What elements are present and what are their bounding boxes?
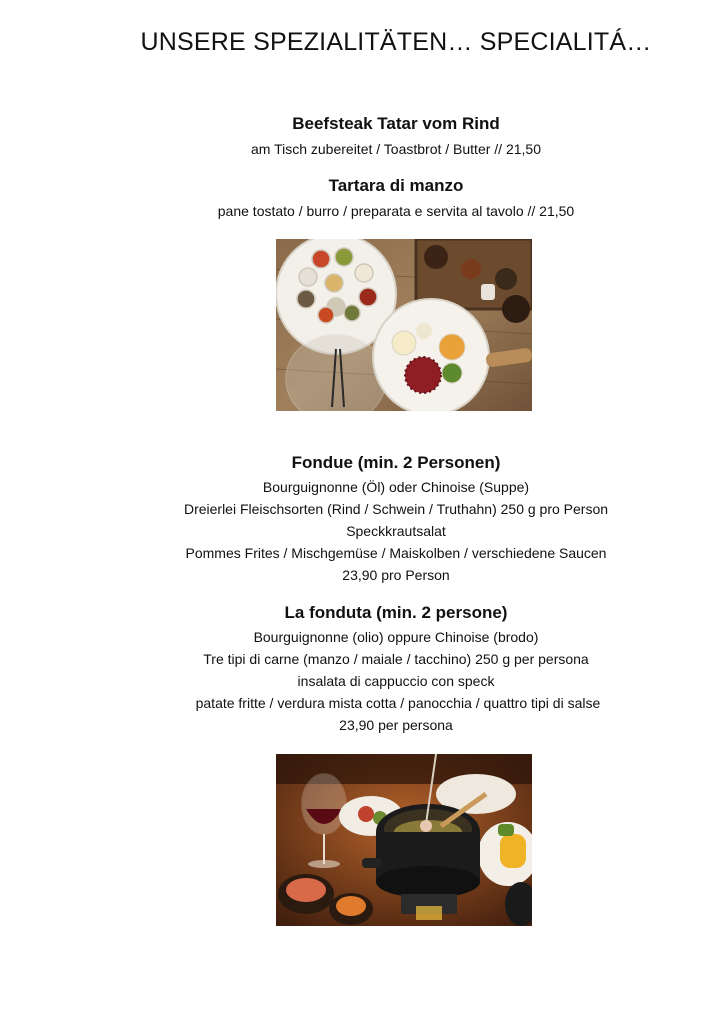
dish-line: Tre tipi di carne (manzo / maiale / tacchino) 250 g per persona [203, 651, 589, 667]
dish-title: La fonduta (min. 2 persone) [284, 603, 508, 622]
tatar-it-section [0, 175, 724, 222]
tatar-de-section [0, 113, 724, 160]
dish-line: 23,90 per persona [339, 717, 453, 733]
dish-line: am Tisch zubereitet / Toastbrot / Butter // 21,50 [250, 141, 541, 157]
dish-line: insalata di cappuccio con speck [297, 673, 495, 689]
page-title: UNSERE SPEZIALITÄTEN… SPECIALITÁ… [140, 28, 652, 56]
dish-title: Beefsteak Tatar vom Rind [292, 114, 500, 133]
fondue-it-section [0, 602, 724, 736]
dish-title: Tartara di manzo [328, 176, 464, 195]
dish-line: Speckkrautsalat [346, 523, 446, 539]
dish-line: Dreierlei Fleischsorten (Rind / Schwein / Truthahn) 250 g pro Person [183, 501, 609, 517]
dish-line: Pommes Frites / Mischgemüse / Maiskolben / verschiedene Saucen [185, 545, 607, 561]
dish-line: Bourguignonne (Öl) oder Chinoise (Suppe) [262, 479, 530, 495]
dish-line: pane tostato / burro / preparata e servita al tavolo // 21,50 [217, 203, 575, 219]
dish-title: Fondue (min. 2 Personen) [291, 453, 501, 472]
fondue-de-section [0, 452, 724, 586]
tartare-photo [276, 239, 532, 411]
fondue-photo [276, 754, 532, 926]
dish-line: 23,90 pro Person [342, 567, 450, 583]
dish-line: Bourguignonne (olio) oppure Chinoise (brodo) [253, 629, 539, 645]
dish-line: patate fritte / verdura mista cotta / panocchia / quattro tipi di salse [191, 695, 601, 711]
